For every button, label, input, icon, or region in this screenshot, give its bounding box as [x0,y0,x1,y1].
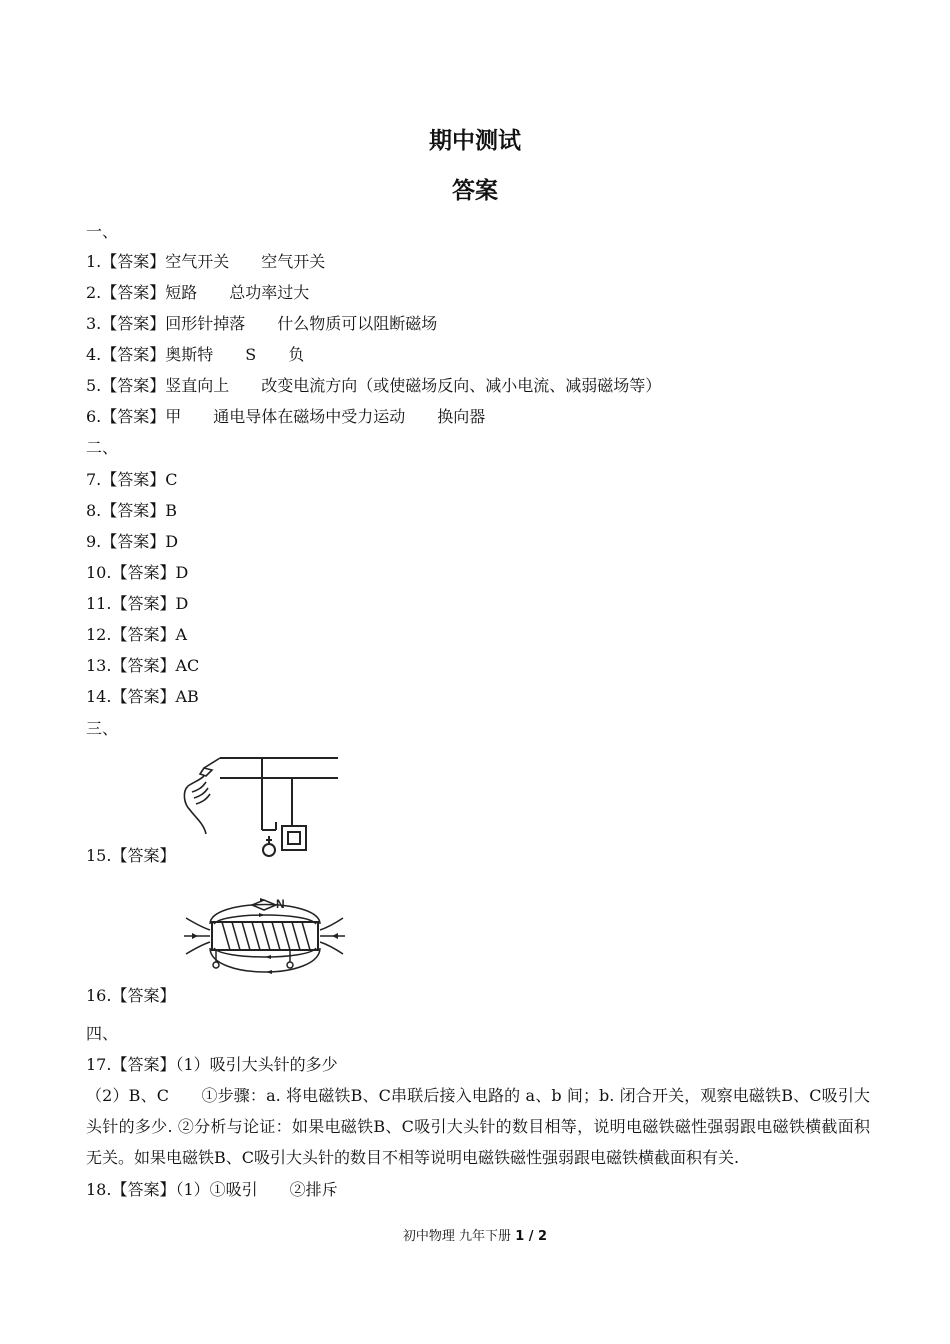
answer-9: 9.【答案】D [86,532,179,551]
solenoid-field-figure [182,888,347,988]
answer-18: 18.【答案】（1）①吸引 ②排斥 [86,1180,338,1199]
answer-7: 7.【答案】C [86,470,178,489]
north-pole-label: N [276,897,285,911]
answer-1: 1.【答案】空气开关 空气开关 [86,252,326,271]
answer-12: 12.【答案】A [86,625,188,644]
answer-14: 14.【答案】AB [86,687,199,706]
answer-13: 13.【答案】AC [86,656,200,675]
page-title: 期中测试 [429,128,521,154]
section-heading-4: 四、 [86,1024,119,1043]
answer-17-part-2: （2）B、C ①步骤：a. 将电磁铁B、C串联后接入电路的 a、b 间；b. 闭合开关，观察电磁铁B、C吸引大头针的多少. ②分析与论证：如果电磁铁B、C吸引大头针的数目相等，说明电磁铁磁性强弱跟电磁铁横截面积无关。如果电磁铁B、C吸引大头针的数目不相等说明电磁铁磁性强弱跟电磁铁横截面积有关. [86,1086,870,1167]
page-number: 1 / 2 [515,1229,548,1244]
section-heading-2: 二、 [86,438,119,457]
circuit-diagram-figure [176,752,341,864]
answer-15: 15.【答案】 [86,846,176,865]
answer-3: 3.【答案】回形针掉落 什么物质可以阻断磁场 [86,314,438,333]
answer-11: 11.【答案】D [86,594,189,613]
section-heading-1: 一、 [86,222,119,241]
page-footer [0,1228,950,1246]
answer-5: 5.【答案】竖直向上 改变电流方向（或使磁场反向、减小电流、减弱磁场等） [86,376,662,395]
footer-text: 初中物理 九年下册 [402,1229,516,1244]
answer-17-part-1: 17.【答案】（1）吸引大头针的多少 [86,1055,338,1074]
page-subtitle: 答案 [452,178,498,204]
answer-16: 16.【答案】 [86,986,176,1005]
section-heading-3: 三、 [86,719,119,738]
answer-6: 6.【答案】甲 通电导体在磁场中受力运动 换向器 [86,407,486,426]
answer-10: 10.【答案】D [86,563,189,582]
answer-4: 4.【答案】奥斯特 S 负 [86,345,305,364]
answer-2: 2.【答案】短路 总功率过大 [86,283,310,302]
answer-8: 8.【答案】B [86,501,178,520]
